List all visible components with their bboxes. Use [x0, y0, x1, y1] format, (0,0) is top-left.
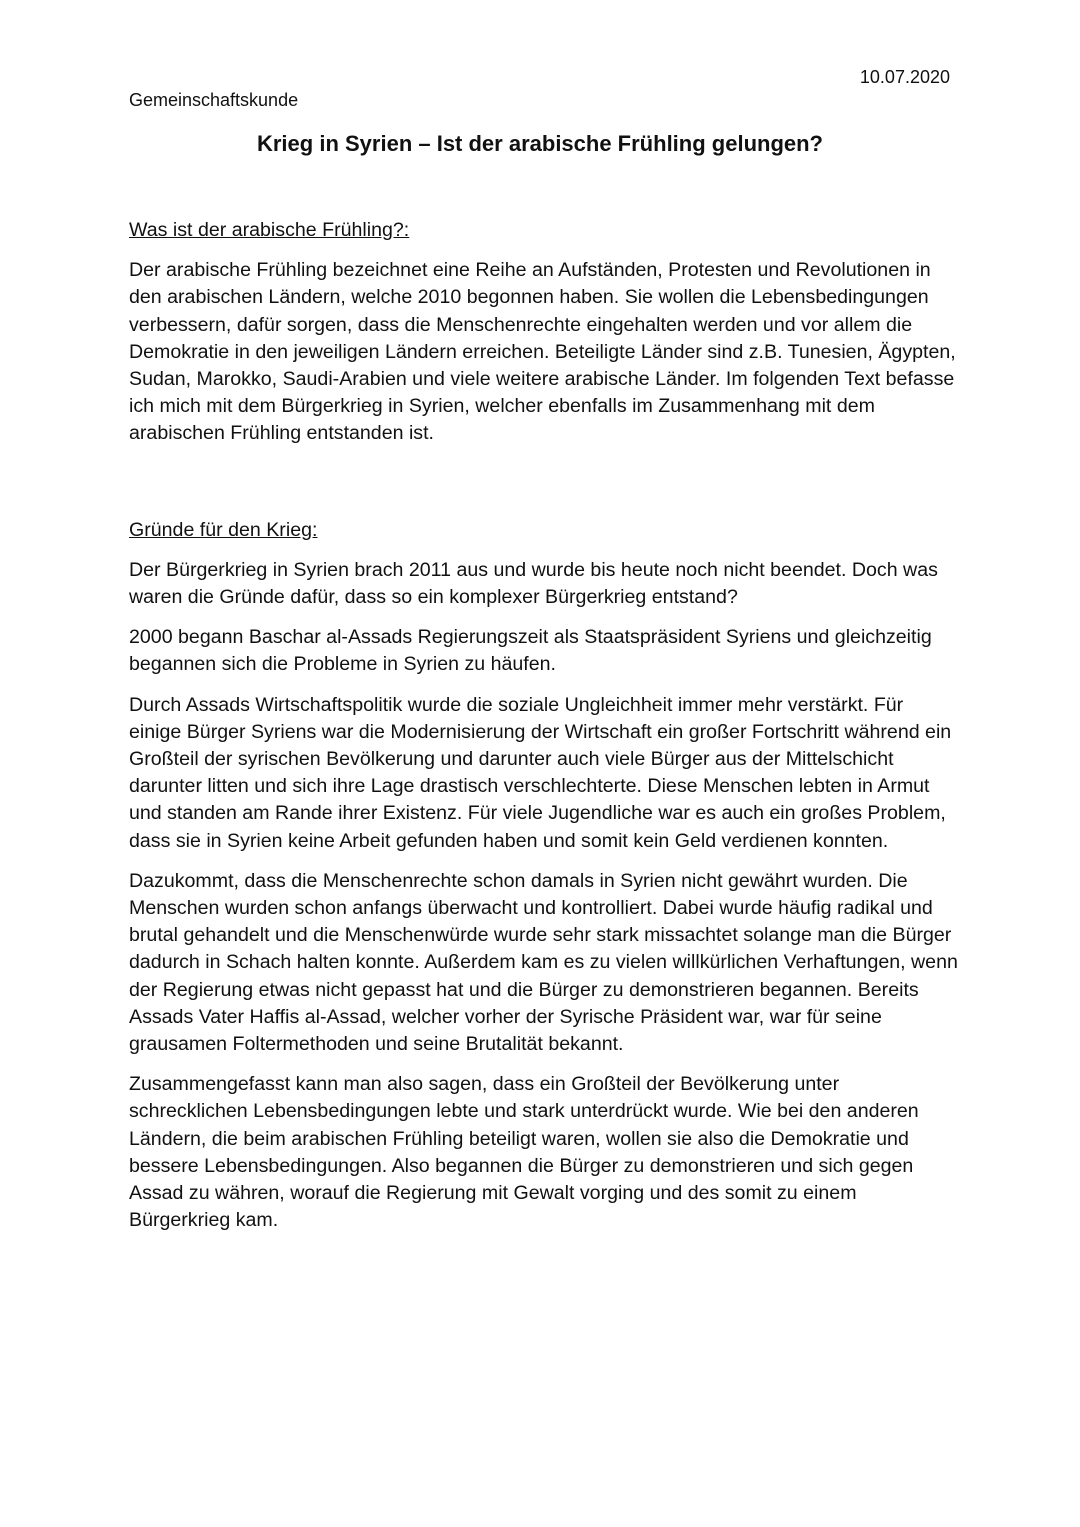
- document-body: [129, 217, 959, 1248]
- section-heading: Gründe für den Krieg:: [129, 518, 318, 541]
- paragraph: Durch Assads Wirtschaftspolitik wurde die soziale Ungleichheit immer mehr verstärkt. Für einige Bürger Syriens war die Modernisierung der Wirtschaft ein großer Fortschritt während ein Großteil der syrischen Bevölkerung und darunter auch viele Bürger aus der Mittelschicht darunter litten und sich ihre Lage drastisch verschlechterte. Diese Menschen lebten in Armut und standen am Rande ihrer Existenz. Für viele Jugendliche war es auch ein großes Problem, dass sie in Syrien keine Arbeit gefunden haben und somit kein Geld verdienen konnten.: [129, 693, 952, 852]
- document-date: 10.07.2020: [859, 67, 950, 87]
- paragraph: 2000 begann Baschar al-Assads Regierungszeit als Staatspräsident Syriens und gleichzeitig begannen sich die Probleme in Syrien zu häufen.: [129, 626, 932, 676]
- document-title: Krieg in Syrien – Ist der arabische Frühling gelungen?: [256, 131, 823, 156]
- paragraph: Der arabische Frühling bezeichnet eine Reihe an Aufständen, Protesten und Revolutionen in den arabischen Ländern, welche 2010 begonnen haben. Sie wollen die Lebensbedingungen verbessern, dafür sorgen, dass die Menschenrechte eingehalten werden und vor allem die Demokratie in den jeweiligen Ländern erreichen. Beteiligte Länder sind z.B. Tunesien, Ägypten, Sudan, Marokko, Saudi-Arabien und viele weitere arabische Länder. Im folgenden Text befasse ich mich mit dem Bürgerkrieg in Syrien, welcher ebenfalls im Zusammenhang mit dem arabischen Frühling entstanden ist.: [129, 259, 956, 445]
- section-arab-spring: [129, 217, 959, 448]
- paragraph: Dazukommt, dass die Menschenrechte schon damals in Syrien nicht gewährt wurden. Die Menschen wurden schon anfangs überwacht und kontrolliert. Dabei wurde häufig radikal und brutal gehandelt und die Menschenwürde wurde sehr stark missachtet solange man die Bürger dadurch in Schach halten konnte. Außerdem kam es zu vielen willkürlichen Verhaftungen, wenn der Regierung etwas nicht gepasst hat und die Bürger zu demonstrieren begannen. Bereits Assads Vater Haffis al-Assad, welcher vorher der Syrische Präsident war, war für seine grausamen Foltermethoden und seine Brutalität bekannt.: [129, 869, 958, 1056]
- section-spacer: [129, 461, 959, 517]
- subject-label: Gemeinschaftskunde: [129, 90, 299, 110]
- paragraph: Zusammengefasst kann man also sagen, dass ein Großteil der Bevölkerung unter schrecklichen Lebensbedingungen lebte und stark unterdrückt wurde. Wie bei den anderen Ländern, die beim arabischen Frühling beteiligt waren, wollen sie also die Demokratie und bessere Lebensbedingungen. Also begannen die Bürger zu demonstrieren und sich gegen Assad zu währen, worauf die Regierung mit Gewalt vorging und des somit zu einem Bürgerkrieg kam.: [129, 1073, 919, 1232]
- section-war-reasons: [129, 517, 959, 1235]
- section-heading: Was ist der arabische Frühling?:: [129, 219, 410, 241]
- paragraph: Der Bürgerkrieg in Syrien brach 2011 aus und wurde bis heute noch nicht beendet. Doch was waren die Gründe dafür, dass so ein komplexer Bürgerkrieg entstand?: [129, 558, 938, 609]
